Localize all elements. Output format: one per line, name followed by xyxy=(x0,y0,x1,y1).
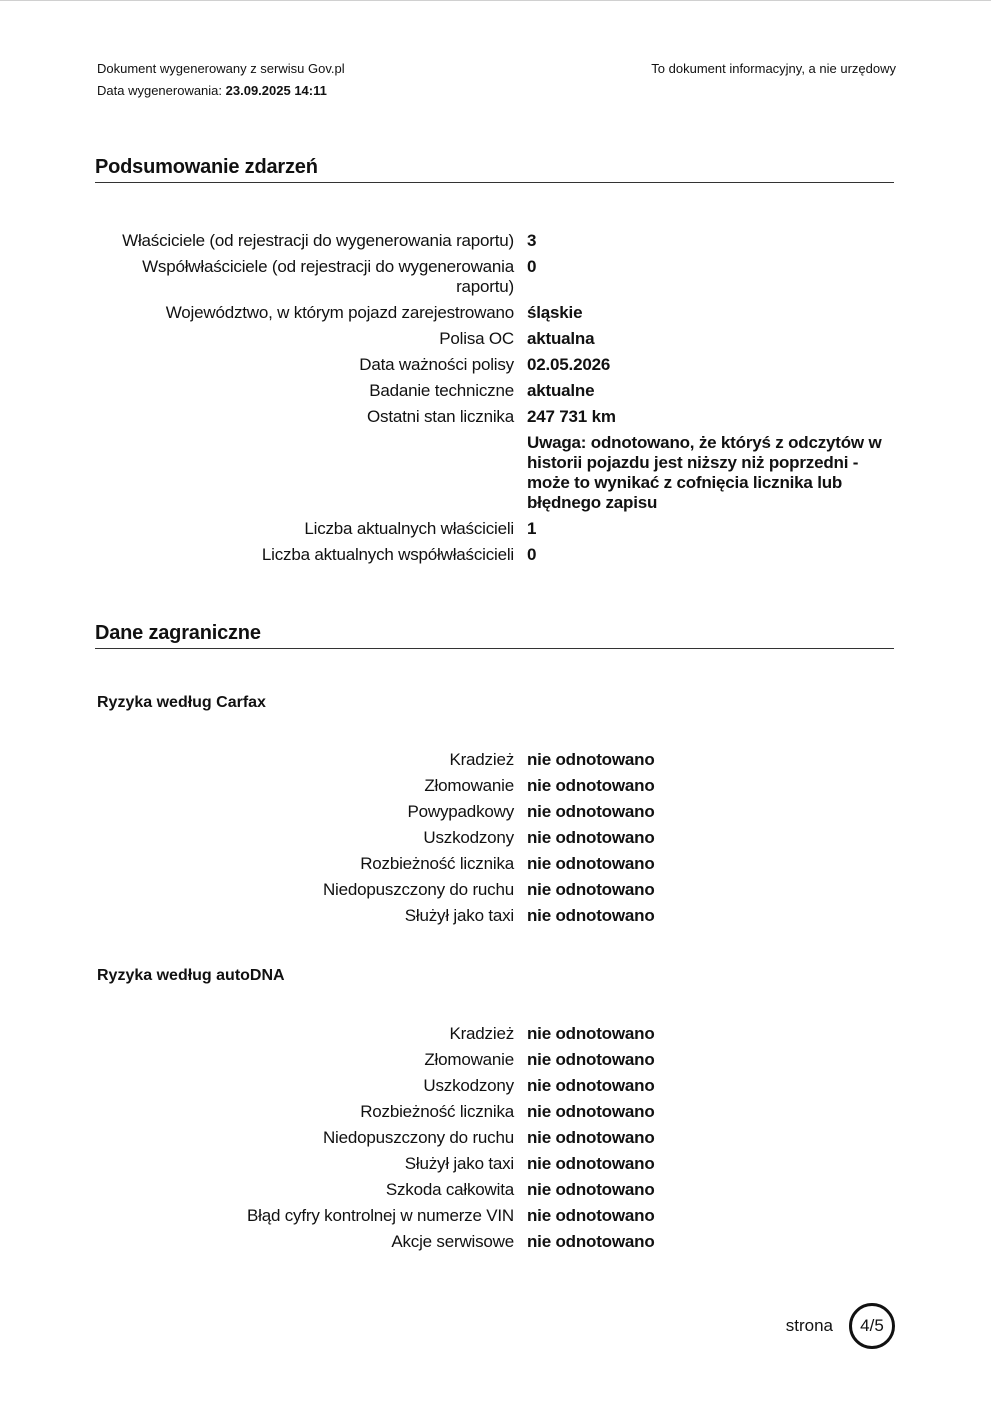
foreign-data-title: Dane zagraniczne xyxy=(95,622,894,649)
row-value: aktualna xyxy=(527,329,595,348)
row-label: Uszkodzony xyxy=(423,828,514,847)
row-value: nie odnotowano xyxy=(527,1102,655,1121)
disclaimer: To dokument informacyjny, a nie urzędowy xyxy=(651,61,896,76)
row-label: Służył jako taxi xyxy=(404,1154,514,1173)
row-value: aktualne xyxy=(527,381,595,400)
autodna-row xyxy=(0,1206,991,1226)
row-label: Niedopuszczony do ruchu xyxy=(322,880,514,899)
row-value: nie odnotowano xyxy=(527,1232,655,1251)
row-label: Rozbieżność licznika xyxy=(360,1102,514,1121)
row-label: Polisa OC xyxy=(439,329,514,348)
autodna-row xyxy=(0,1050,991,1070)
page-footer xyxy=(786,1303,895,1349)
row-label: Akcje serwisowe xyxy=(391,1232,514,1251)
carfax-row xyxy=(0,776,991,796)
row-value: nie odnotowano xyxy=(527,880,655,899)
row-label: Rozbieżność licznika xyxy=(360,854,514,873)
header-left xyxy=(97,58,345,102)
row-label: Współwłaściciele (od rejestracji do wygenerowania raportu) xyxy=(142,257,514,296)
carfax-row xyxy=(0,750,991,770)
row-value: śląskie xyxy=(527,303,583,322)
autodna-row xyxy=(0,1180,991,1200)
summary-table xyxy=(0,231,991,571)
row-value: nie odnotowano xyxy=(527,1180,655,1199)
summary-row xyxy=(0,407,991,427)
row-label: Złomowanie xyxy=(424,1050,514,1069)
autodna-row xyxy=(0,1076,991,1096)
row-value: 0 xyxy=(527,257,537,276)
row-label: Województwo, w którym pojazd zarejestrowano xyxy=(165,303,514,322)
row-value: nie odnotowano xyxy=(527,828,655,847)
date-value: 23.09.2025 14:11 xyxy=(225,83,327,98)
generation-date xyxy=(97,80,345,102)
carfax-table xyxy=(0,750,991,932)
row-value: 1 xyxy=(527,519,537,538)
row-label: Powypadkowy xyxy=(407,802,514,821)
row-value: 02.05.2026 xyxy=(527,355,611,374)
row-value: nie odnotowano xyxy=(527,1128,655,1147)
row-label: Błąd cyfry kontrolnej w numerze VIN xyxy=(247,1206,514,1225)
autodna-row xyxy=(0,1154,991,1174)
row-value: 3 xyxy=(527,231,537,250)
page-number: 4/5 xyxy=(860,1316,884,1335)
summary-title: Podsumowanie zdarzeń xyxy=(95,156,894,183)
row-label: Służył jako taxi xyxy=(404,906,514,925)
carfax-row xyxy=(0,802,991,822)
row-value: nie odnotowano xyxy=(527,1050,655,1069)
row-label: Badanie techniczne xyxy=(369,381,514,400)
row-value: nie odnotowano xyxy=(527,776,655,795)
row-value: nie odnotowano xyxy=(527,1206,655,1225)
carfax-row xyxy=(0,880,991,900)
row-label: Kradzież xyxy=(449,750,514,769)
row-value: 247 731 km xyxy=(527,407,616,426)
carfax-row xyxy=(0,828,991,848)
row-value: nie odnotowano xyxy=(527,906,655,925)
summary-row xyxy=(0,381,991,401)
row-value: nie odnotowano xyxy=(527,1076,655,1095)
row-label: Liczba aktualnych współwłaścicieli xyxy=(261,545,514,564)
source-text: Dokument wygenerowany z serwisu Gov.pl xyxy=(97,61,345,76)
row-label: Uszkodzony xyxy=(423,1076,514,1095)
row-label: Liczba aktualnych właścicieli xyxy=(304,519,514,538)
row-label: Szkoda całkowita xyxy=(385,1180,514,1199)
summary-row xyxy=(0,545,991,565)
row-label: Złomowanie xyxy=(424,776,514,795)
summary-row xyxy=(0,329,991,349)
autodna-row xyxy=(0,1102,991,1122)
row-label: Właściciele (od rejestracji do wygenerowania raportu) xyxy=(122,231,514,250)
row-label: Niedopuszczony do ruchu xyxy=(322,1128,514,1147)
carfax-row xyxy=(0,854,991,874)
summary-row xyxy=(0,519,991,539)
summary-row xyxy=(0,257,991,297)
row-value: nie odnotowano xyxy=(527,750,655,769)
autodna-row xyxy=(0,1024,991,1044)
autodna-row xyxy=(0,1128,991,1148)
carfax-title: Ryzyka według Carfax xyxy=(97,694,266,711)
row-label: Data ważności polisy xyxy=(359,355,514,374)
row-value: 0 xyxy=(527,545,537,564)
odometer-warning-row xyxy=(0,433,991,513)
page-number-badge xyxy=(849,1303,895,1349)
summary-row xyxy=(0,231,991,251)
row-value: nie odnotowano xyxy=(527,802,655,821)
date-label: Data wygenerowania: xyxy=(97,83,226,98)
autodna-table xyxy=(0,1024,991,1258)
row-label: Ostatni stan licznika xyxy=(367,407,514,426)
summary-row xyxy=(0,303,991,323)
row-value: nie odnotowano xyxy=(527,1154,655,1173)
row-value: nie odnotowano xyxy=(527,1024,655,1043)
carfax-row xyxy=(0,906,991,926)
autodna-title: Ryzyka według autoDNA xyxy=(97,967,285,984)
row-label: Kradzież xyxy=(449,1024,514,1043)
odometer-warning: Uwaga: odnotowano, że któryś z odczytów w historii pojazdu jest niższy niż poprzedni - może to wynikać z cofnięcia licznika lub błędnego zapisu xyxy=(527,433,882,512)
row-value: nie odnotowano xyxy=(527,854,655,873)
page-label: strona xyxy=(785,1316,833,1335)
autodna-row xyxy=(0,1232,991,1252)
summary-row xyxy=(0,355,991,375)
